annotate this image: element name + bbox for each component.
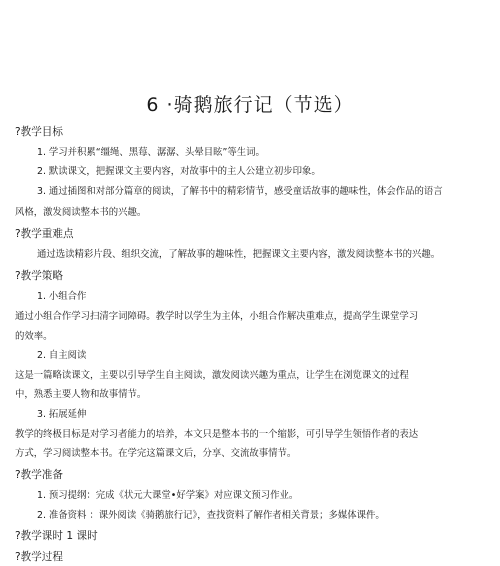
- goal-item-3-cont: 风格，激发阅读整本书的兴趣。: [15, 207, 147, 218]
- strategy-text-2b: 中，熟悉主要人物和故事情节。: [15, 389, 147, 400]
- section-heading-strategies: ?教学策略: [15, 270, 63, 282]
- section-heading-preparation: ?教学准备: [15, 469, 63, 481]
- strategy-title-2: 2. 自主阅读: [37, 350, 87, 361]
- strategy-text-3a: 教学的终极目标是对学习者能力的培养，本文只是整本书的一个缩影，可引导学生领悟作者的表达: [15, 429, 419, 440]
- section-heading-hours: ?教学课时 1 课时: [15, 530, 98, 542]
- section-heading-key-points: ?教学重难点: [15, 228, 74, 240]
- goal-item-3: 3. 通过插图和对部分篇章的阅读，了解书中的精彩情节，感受童话故事的趣味性，体会作品的语言: [37, 186, 443, 197]
- goal-item-2: 2. 默读课文，把握课文主要内容，对故事中的主人公建立初步印象。: [37, 166, 321, 177]
- page-title: 6 ·骑鹅旅行记（节选）: [146, 94, 354, 116]
- preparation-item-1: 1. 预习提纲：完成《状元大课堂•好学案》对应课文预习作业。: [37, 490, 299, 501]
- strategy-title-1: 1. 小组合作: [37, 291, 87, 302]
- strategy-text-3b: 方式，学习阅读整本书。在学完这篇课文后，分享、交流故事情节。: [15, 448, 297, 459]
- strategy-text-1b: 的效率。: [15, 331, 53, 342]
- strategy-text-2a: 这是一篇略读课文，主要以引导学生自主阅读，激发阅读兴趣为重点，让学生在浏览课文的过程: [15, 370, 409, 381]
- strategy-title-3: 3. 拓展延伸: [37, 409, 87, 420]
- preparation-item-2: 2. 准备资料 ：课外阅读《骑鹅旅行记》，查找资料了解作者相关背景；多媒体课件。: [37, 510, 385, 521]
- strategy-text-1a: 通过小组合作学习扫清字词障碍。教学时以学生为主体，小组合作解决重难点，提高学生课堂学习: [15, 311, 419, 322]
- section-heading-process: ?教学过程: [15, 551, 63, 563]
- goal-item-1: 1. 学习并积累“缰绳、黑莓、潺潺、头晕目眩”等生词。: [37, 147, 265, 158]
- section-heading-goals: ?教学目标: [15, 126, 63, 138]
- key-points-text: 通过选读精彩片段、组织交流，了解故事的趣味性，把握课文主要内容，激发阅读整本书的兴趣。: [37, 249, 441, 260]
